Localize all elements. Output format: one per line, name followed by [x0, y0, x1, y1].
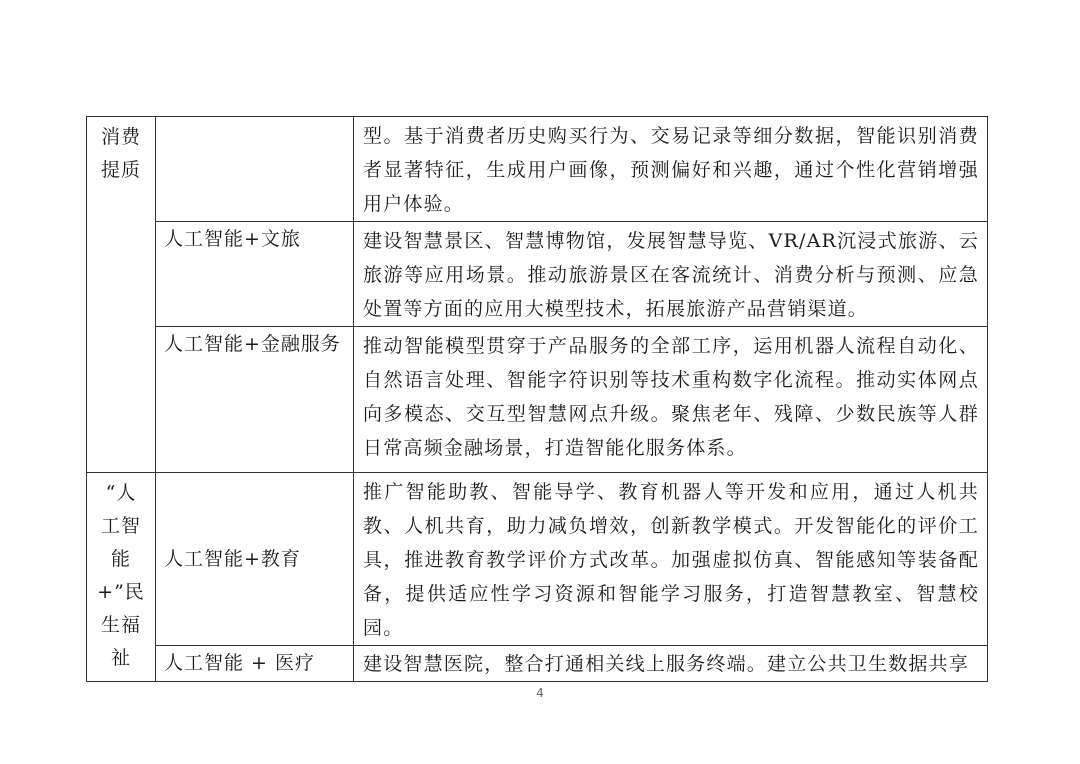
category-label: “人工智能+”民生福祉	[97, 482, 145, 669]
table-row	[87, 222, 988, 327]
subcategory-cell	[156, 473, 354, 646]
subcategory-label: 人工智能+教育	[164, 548, 301, 570]
table-row	[87, 327, 988, 473]
description-text: 建设智慧医院，整合打通相关线上服务终端。建立公共卫生数据共享	[363, 653, 970, 675]
description-cell	[354, 646, 988, 682]
category-cell	[87, 473, 156, 682]
subcategory-cell	[156, 327, 354, 473]
subcategory-label: 人工智能+金融服务	[164, 333, 341, 355]
description-cell	[354, 222, 988, 327]
page-number: 4	[536, 686, 544, 700]
description-text: 推动智能模型贯穿于产品服务的全部工序，运用机器人流程自动化、自然语言处理、智能字符识别等技术重构数字化流程。推动实体网点向多模态、交互型智慧网点升级。聚焦老年、残障、少数民族等人群日常高频金融场景，打造智能化服务体系。	[363, 335, 979, 459]
subcategory-label: 人工智能+文旅	[164, 228, 301, 250]
subcategory-cell	[156, 646, 354, 682]
table-row	[87, 117, 988, 222]
subcategory-cell	[156, 222, 354, 327]
description-cell	[354, 117, 988, 222]
table-row	[87, 646, 988, 682]
description-cell	[354, 327, 988, 473]
description-cell	[354, 473, 988, 646]
description-text: 推广智能助教、智能导学、教育机器人等开发和应用，通过人机共教、人机共育，助力减负增效，创新教学模式。开发智能化的评价工具，推进教育教学评价方式改革。加强虚拟仿真、智能感知等装备配备，提供适应性学习资源和智能学习服务，打造智慧教室、智慧校园。	[363, 481, 979, 639]
table-row	[87, 473, 988, 646]
subcategory-label: 人工智能 + 医疗	[164, 652, 315, 674]
description-text: 型。基于消费者历史购买行为、交易记录等细分数据，智能识别消费者显著特征，生成用户画像，预测偏好和兴趣，通过个性化营销增强用户体验。	[363, 125, 979, 215]
category-label: 消费提质	[100, 126, 141, 181]
subcategory-cell	[156, 117, 354, 222]
description-text: 建设智慧景区、智慧博物馆，发展智慧导览、VR/AR沉浸式旅游、云旅游等应用场景。推动旅游景区在客流统计、消费分析与预测、应急处置等方面的应用大模型技术，拓展旅游产品营销渠道。	[363, 230, 979, 320]
policy-table	[86, 116, 988, 682]
category-cell	[87, 117, 156, 473]
